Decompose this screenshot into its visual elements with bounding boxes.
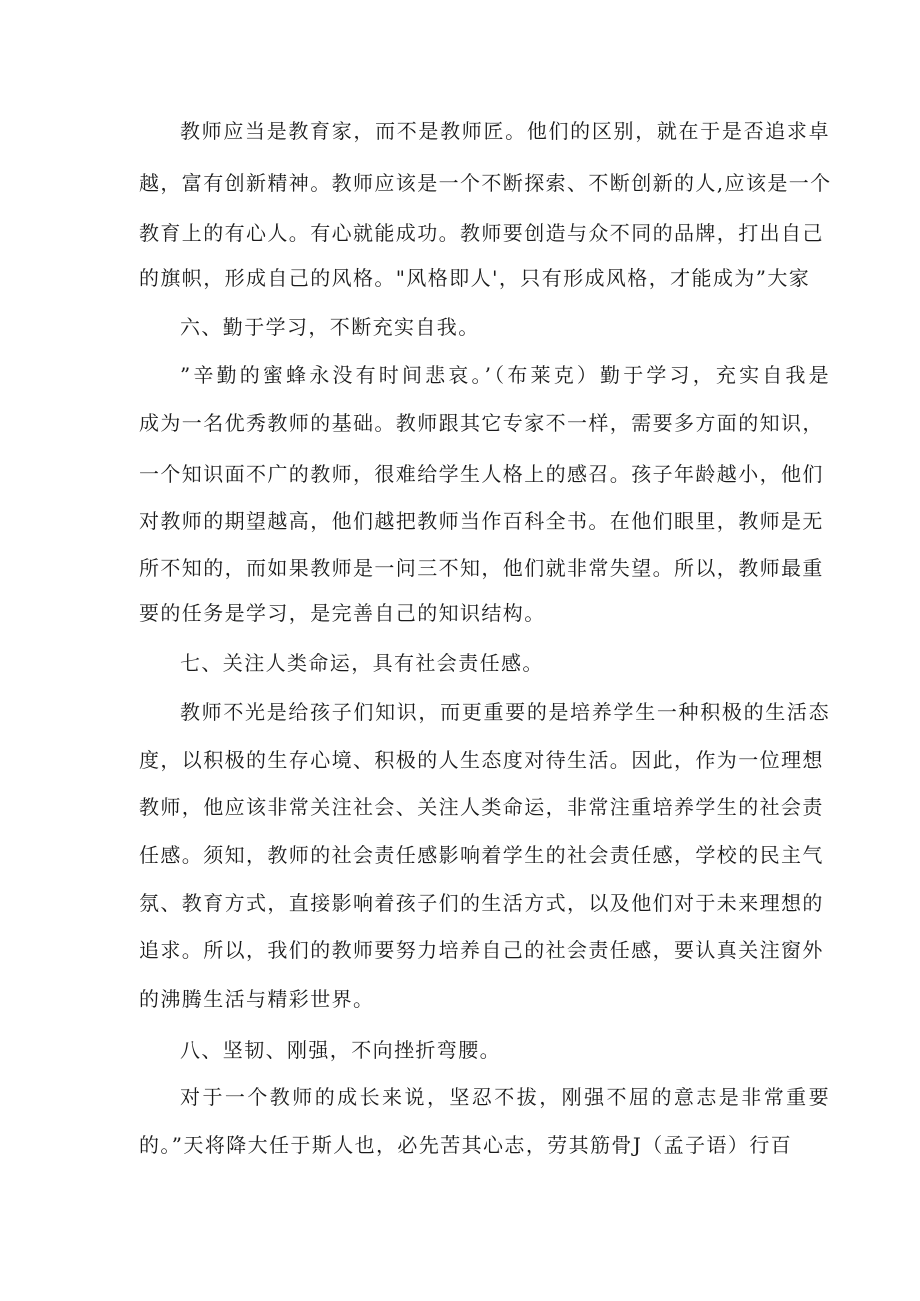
text-line: 对教师的期望越高，他们越把教师当作百科全书。在他们眼里，教师是无 <box>139 509 824 533</box>
text-line: 度，以积极的生存心境、积极的人生态度对待生活。因此，作为一位理想 <box>139 748 824 772</box>
text-line: 的沸腾生活与精彩世界。 <box>139 987 375 1011</box>
text-line: 成为一名优秀教师的基础。教师跟其它专家不一样，需要多方面的知识， <box>139 411 824 435</box>
text-line: 要的任务是学习，是完善自己的知识结构。 <box>139 601 546 625</box>
text-line: 的旗帜，形成自己的风格。"风格即人'，只有形成风格，才能成为”大家 <box>139 266 811 290</box>
section-heading: 七、关注人类命运，具有社会责任感。 <box>180 651 544 675</box>
text-line: 的。”天将降大任于斯人也，必先苦其心志，劳其筋骨J（孟子语）行百 <box>139 1133 793 1157</box>
text-line: 教师，他应该非常关注社会、关注人类命运，非常注重培养学生的社会责 <box>139 795 824 819</box>
section-heading: 八、坚韧、刚强，不向挫折弯腰。 <box>180 1038 501 1062</box>
text-line: 教师不光是给孩子们知识，而更重要的是培养学生一种积极的生活态 <box>180 700 830 724</box>
text-line: 追求。所以，我们的教师要努力培养自己的社会责任感，要认真关注窗外 <box>139 938 824 962</box>
text-line: 教师应当是教育家，而不是教师匠。他们的区别，就在于是否追求卓 <box>180 119 830 143</box>
text-line: 越，富有创新精神。教师应该是一个不断探索、不断创新的人,应该是一个 <box>139 171 832 195</box>
text-line: 对于一个教师的成长来说，坚忍不拔，刚强不屈的意志是非常重要 <box>180 1085 830 1109</box>
text-line: 氛、教育方式，直接影响着孩子们的生活方式，以及他们对于未来理想的 <box>139 891 824 915</box>
text-line: ”辛勤的蜜蜂永没有时间悲哀。’（布莱克）勤于学习，充实自我是 <box>180 363 830 387</box>
section-heading: 六、勤于学习，不断充实自我。 <box>180 315 480 339</box>
text-line: 教育上的有心人。有心就能成功。教师要创造与众不同的品牌，打出自己 <box>139 221 824 245</box>
text-line: 任感。须知，教师的社会责任感影响着学生的社会责任感，学校的民主气 <box>139 843 824 867</box>
text-line: 一个知识面不广的教师，很难给学生人格上的感召。孩子年龄越小，他们 <box>139 462 824 486</box>
text-line: 所不知的，而如果教师是一问三不知，他们就非常失望。所以，教师最重 <box>139 556 824 580</box>
